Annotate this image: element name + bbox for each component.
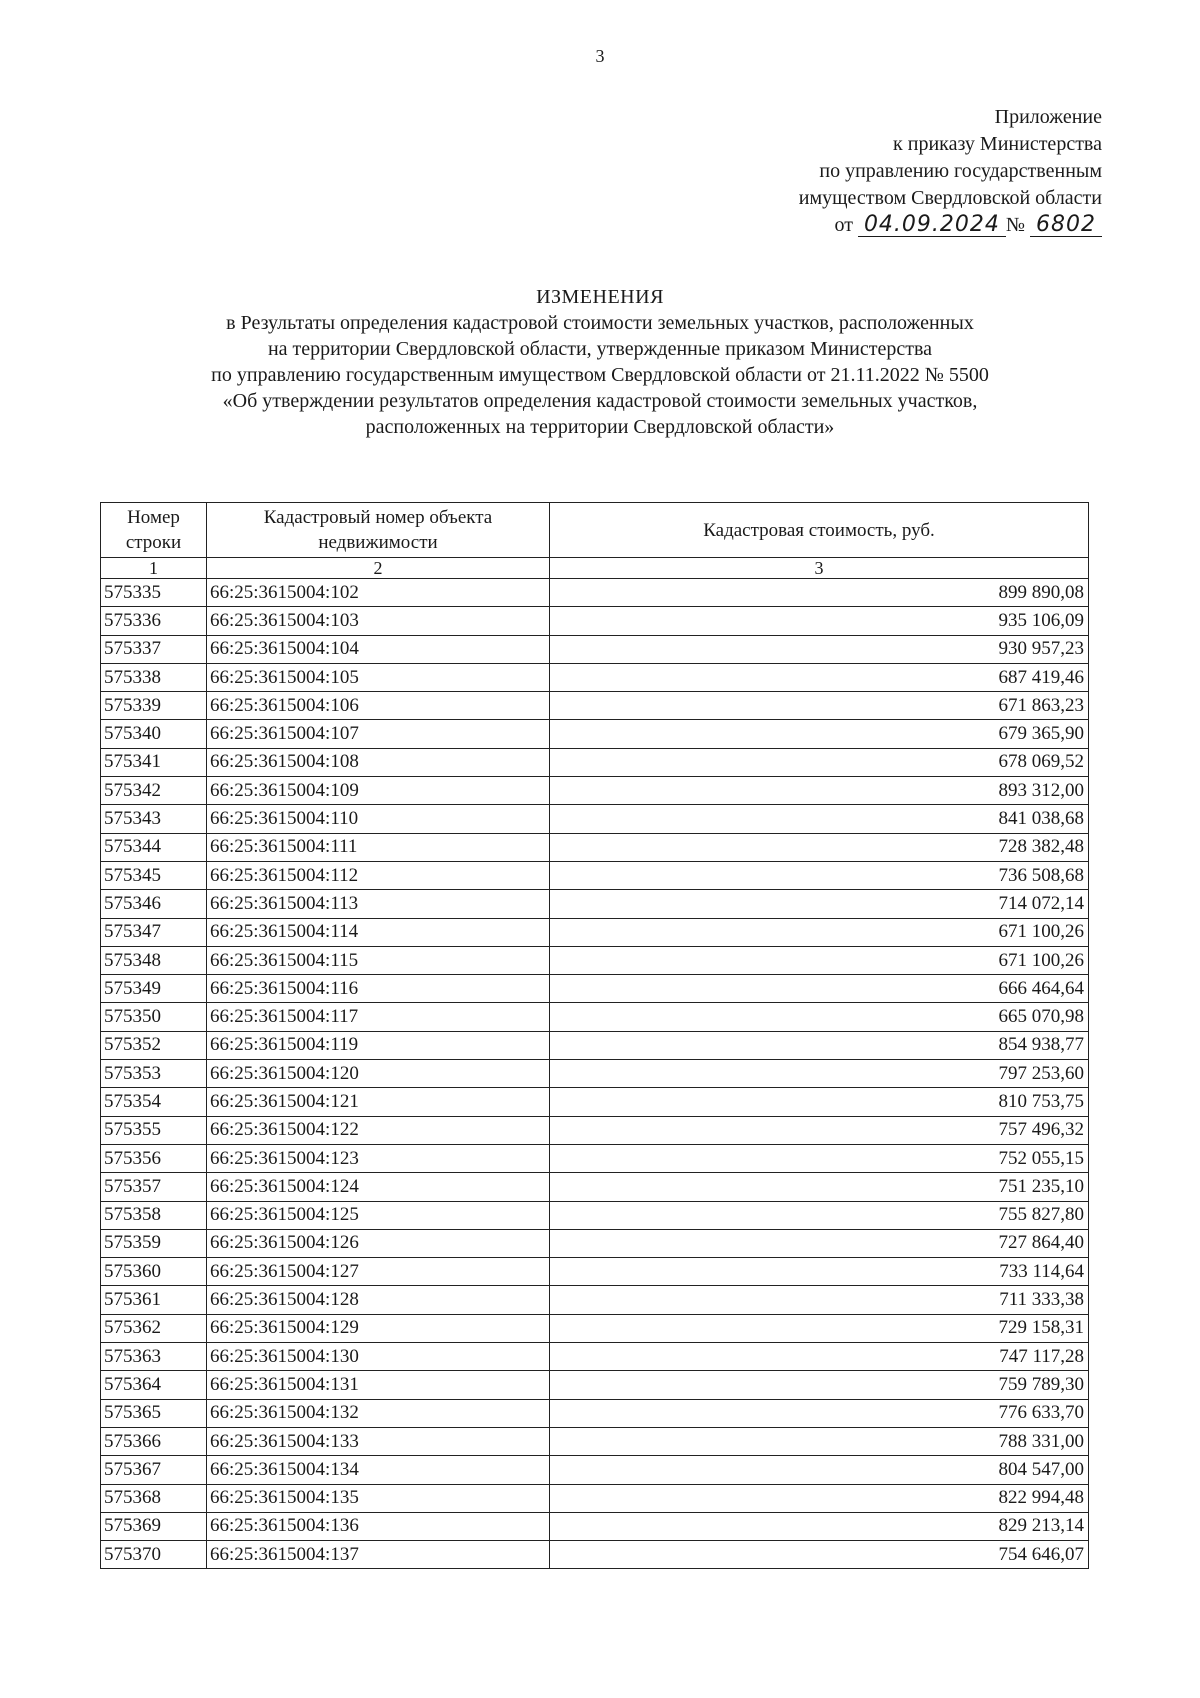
row-number-cell: 575353 xyxy=(101,1060,207,1088)
row-number-cell: 575343 xyxy=(101,805,207,833)
cadastral-value-cell: 754 646,07 xyxy=(550,1541,1089,1569)
row-number-cell: 575370 xyxy=(101,1541,207,1569)
table-row xyxy=(101,1229,1089,1257)
cadastral-value-cell: 728 382,48 xyxy=(550,833,1089,861)
table-row xyxy=(101,805,1089,833)
row-number-cell: 575366 xyxy=(101,1427,207,1455)
table-row xyxy=(101,1201,1089,1229)
heading-line-1: в Результаты определения кадастровой стоимости земельных участков, расположенных xyxy=(226,312,974,334)
table-row xyxy=(101,1144,1089,1172)
appendix-line-1: Приложение xyxy=(994,106,1102,128)
appendix-line-4: имуществом Свердловской области xyxy=(798,187,1102,209)
page-number: 3 xyxy=(595,46,605,66)
cadastral-value-cell: 759 789,30 xyxy=(550,1371,1089,1399)
table-row xyxy=(101,1456,1089,1484)
table-row xyxy=(101,1541,1089,1569)
row-number-cell: 575369 xyxy=(101,1512,207,1540)
cadastral-value-cell: 841 038,68 xyxy=(550,805,1089,833)
table-row xyxy=(101,1343,1089,1371)
row-number-cell: 575342 xyxy=(101,777,207,805)
table-header-row xyxy=(101,503,1089,558)
cadastral-value-cell: 935 106,09 xyxy=(550,607,1089,635)
cadastral-number-cell: 66:25:3615004:123 xyxy=(207,1144,550,1172)
row-number-cell: 575344 xyxy=(101,833,207,861)
table-row xyxy=(101,1060,1089,1088)
row-number-cell: 575345 xyxy=(101,861,207,889)
table-row xyxy=(101,1031,1089,1059)
row-number-cell: 575356 xyxy=(101,1144,207,1172)
row-number-cell: 575336 xyxy=(101,607,207,635)
cadastral-number-cell: 66:25:3615004:115 xyxy=(207,946,550,974)
table-row xyxy=(101,1484,1089,1512)
cadastral-number-cell: 66:25:3615004:122 xyxy=(207,1116,550,1144)
row-number-cell: 575339 xyxy=(101,692,207,720)
cadastral-value-cell: 899 890,08 xyxy=(550,579,1089,607)
table-row xyxy=(101,720,1089,748)
number-label: № xyxy=(1005,214,1025,236)
cadastral-value-cell: 893 312,00 xyxy=(550,777,1089,805)
table-row xyxy=(101,1512,1089,1540)
heading-line-3: по управлению государственным имуществом Свердловской области от 21.11.2022 № 5500 xyxy=(211,364,989,386)
table-row xyxy=(101,1088,1089,1116)
cadastral-value-cell: 752 055,15 xyxy=(550,1144,1089,1172)
cadastral-number-cell: 66:25:3615004:117 xyxy=(207,1003,550,1031)
row-number-cell: 575354 xyxy=(101,1088,207,1116)
cadastral-value-cell: 747 117,28 xyxy=(550,1343,1089,1371)
row-number-cell: 575346 xyxy=(101,890,207,918)
row-number-cell: 575352 xyxy=(101,1031,207,1059)
cadastral-number-cell: 66:25:3615004:104 xyxy=(207,635,550,663)
cadastral-number-cell: 66:25:3615004:137 xyxy=(207,1541,550,1569)
row-number-cell: 575362 xyxy=(101,1314,207,1342)
table-column-numbers-row xyxy=(101,558,1089,579)
cadastral-number-cell: 66:25:3615004:113 xyxy=(207,890,550,918)
cadastral-number-cell: 66:25:3615004:121 xyxy=(207,1088,550,1116)
row-number-cell: 575335 xyxy=(101,579,207,607)
cadastral-number-cell: 66:25:3615004:116 xyxy=(207,975,550,1003)
cadastral-number-cell: 66:25:3615004:102 xyxy=(207,579,550,607)
cadastral-value-cell: 678 069,52 xyxy=(550,748,1089,776)
cadastral-value-cell: 829 213,14 xyxy=(550,1512,1089,1540)
cadastral-value-cell: 804 547,00 xyxy=(550,1456,1089,1484)
cadastral-value-cell: 666 464,64 xyxy=(550,975,1089,1003)
row-number-cell: 575359 xyxy=(101,1229,207,1257)
table-body xyxy=(101,579,1089,1569)
row-number-cell: 575360 xyxy=(101,1258,207,1286)
cadastral-number-cell: 66:25:3615004:119 xyxy=(207,1031,550,1059)
column-number-3: 3 xyxy=(550,558,1089,579)
cadastral-number-cell: 66:25:3615004:134 xyxy=(207,1456,550,1484)
cadastral-number-cell: 66:25:3615004:124 xyxy=(207,1173,550,1201)
order-date-number-line xyxy=(602,212,1102,239)
row-number-cell: 575361 xyxy=(101,1286,207,1314)
cadastral-number-cell: 66:25:3615004:114 xyxy=(207,918,550,946)
column-number-1: 1 xyxy=(101,558,207,579)
appendix-block xyxy=(602,104,1102,239)
cadastral-number-cell: 66:25:3615004:130 xyxy=(207,1343,550,1371)
table-row xyxy=(101,833,1089,861)
cadastral-value-cell: 671 100,26 xyxy=(550,946,1089,974)
table-row xyxy=(101,579,1089,607)
cadastral-value-cell: 755 827,80 xyxy=(550,1201,1089,1229)
table-row xyxy=(101,748,1089,776)
table-row xyxy=(101,946,1089,974)
cadastral-number-cell: 66:25:3615004:133 xyxy=(207,1427,550,1455)
table-row xyxy=(101,975,1089,1003)
table-row xyxy=(101,777,1089,805)
header-row-number: Номер строки xyxy=(101,503,207,558)
cadastral-number-cell: 66:25:3615004:136 xyxy=(207,1512,550,1540)
cadastral-value-cell: 687 419,46 xyxy=(550,663,1089,691)
header-cadastral-value: Кадастровая стоимость, руб. xyxy=(550,503,1089,558)
cadastral-number-cell: 66:25:3615004:132 xyxy=(207,1399,550,1427)
cadastral-number-cell: 66:25:3615004:109 xyxy=(207,777,550,805)
row-number-cell: 575367 xyxy=(101,1456,207,1484)
document-heading xyxy=(0,284,1200,440)
table-row xyxy=(101,1258,1089,1286)
cadastral-number-cell: 66:25:3615004:125 xyxy=(207,1201,550,1229)
cadastral-value-cell: 751 235,10 xyxy=(550,1173,1089,1201)
cadastral-number-cell: 66:25:3615004:111 xyxy=(207,833,550,861)
cadastral-number-cell: 66:25:3615004:106 xyxy=(207,692,550,720)
appendix-line-2: к приказу Министерства xyxy=(893,133,1102,155)
cadastral-number-cell: 66:25:3615004:127 xyxy=(207,1258,550,1286)
header-cadastral-number: Кадастровый номер объекта недвижимости xyxy=(207,503,550,558)
row-number-cell: 575341 xyxy=(101,748,207,776)
cadastral-value-cell: 757 496,32 xyxy=(550,1116,1089,1144)
heading-line-5: расположенных на территории Свердловской области» xyxy=(365,416,835,438)
row-number-cell: 575363 xyxy=(101,1343,207,1371)
heading-line-2: на территории Свердловской области, утвержденные приказом Министерства xyxy=(267,338,933,360)
cadastral-value-cell: 776 633,70 xyxy=(550,1399,1089,1427)
row-number-cell: 575340 xyxy=(101,720,207,748)
cadastral-number-cell: 66:25:3615004:120 xyxy=(207,1060,550,1088)
cadastral-value-cell: 679 365,90 xyxy=(550,720,1089,748)
row-number-cell: 575368 xyxy=(101,1484,207,1512)
from-label: от xyxy=(834,214,853,236)
cadastral-value-cell: 797 253,60 xyxy=(550,1060,1089,1088)
cadastral-value-cell: 930 957,23 xyxy=(550,635,1089,663)
cadastral-value-table xyxy=(100,502,1089,1569)
table-row xyxy=(101,663,1089,691)
cadastral-value-cell: 788 331,00 xyxy=(550,1427,1089,1455)
handwritten-date: 04.09.2024 xyxy=(858,214,1006,237)
row-number-cell: 575347 xyxy=(101,918,207,946)
cadastral-value-cell: 729 158,31 xyxy=(550,1314,1089,1342)
cadastral-number-cell: 66:25:3615004:107 xyxy=(207,720,550,748)
row-number-cell: 575349 xyxy=(101,975,207,1003)
cadastral-number-cell: 66:25:3615004:129 xyxy=(207,1314,550,1342)
cadastral-value-cell: 854 938,77 xyxy=(550,1031,1089,1059)
row-number-cell: 575358 xyxy=(101,1201,207,1229)
table-row xyxy=(101,1427,1089,1455)
cadastral-value-cell: 671 100,26 xyxy=(550,918,1089,946)
document-title: ИЗМЕНЕНИЯ xyxy=(536,286,664,308)
table-row xyxy=(101,635,1089,663)
row-number-cell: 575337 xyxy=(101,635,207,663)
table-row xyxy=(101,861,1089,889)
row-number-cell: 575357 xyxy=(101,1173,207,1201)
handwritten-order-number: 6802 xyxy=(1030,214,1102,237)
row-number-cell: 575365 xyxy=(101,1399,207,1427)
table-row xyxy=(101,1371,1089,1399)
cadastral-number-cell: 66:25:3615004:105 xyxy=(207,663,550,691)
cadastral-value-cell: 733 114,64 xyxy=(550,1258,1089,1286)
table-row xyxy=(101,918,1089,946)
cadastral-value-cell: 714 072,14 xyxy=(550,890,1089,918)
cadastral-number-cell: 66:25:3615004:128 xyxy=(207,1286,550,1314)
heading-line-4: «Об утверждении результатов определения кадастровой стоимости земельных участков, xyxy=(222,390,978,412)
cadastral-value-cell: 665 070,98 xyxy=(550,1003,1089,1031)
cadastral-value-cell: 822 994,48 xyxy=(550,1484,1089,1512)
row-number-cell: 575348 xyxy=(101,946,207,974)
appendix-line-3: по управлению государственным xyxy=(819,160,1102,182)
cadastral-number-cell: 66:25:3615004:112 xyxy=(207,861,550,889)
cadastral-value-cell: 736 508,68 xyxy=(550,861,1089,889)
row-number-cell: 575364 xyxy=(101,1371,207,1399)
table-row xyxy=(101,692,1089,720)
row-number-cell: 575338 xyxy=(101,663,207,691)
row-number-cell: 575355 xyxy=(101,1116,207,1144)
row-number-cell: 575350 xyxy=(101,1003,207,1031)
table-row xyxy=(101,1314,1089,1342)
cadastral-value-cell: 727 864,40 xyxy=(550,1229,1089,1257)
cadastral-number-cell: 66:25:3615004:110 xyxy=(207,805,550,833)
table-row xyxy=(101,1116,1089,1144)
cadastral-value-cell: 671 863,23 xyxy=(550,692,1089,720)
cadastral-value-cell: 810 753,75 xyxy=(550,1088,1089,1116)
cadastral-number-cell: 66:25:3615004:131 xyxy=(207,1371,550,1399)
table-row xyxy=(101,1399,1089,1427)
table-row xyxy=(101,1173,1089,1201)
column-number-2: 2 xyxy=(207,558,550,579)
cadastral-value-cell: 711 333,38 xyxy=(550,1286,1089,1314)
cadastral-number-cell: 66:25:3615004:135 xyxy=(207,1484,550,1512)
table-row xyxy=(101,1286,1089,1314)
cadastral-number-cell: 66:25:3615004:126 xyxy=(207,1229,550,1257)
cadastral-number-cell: 66:25:3615004:103 xyxy=(207,607,550,635)
table-row xyxy=(101,890,1089,918)
cadastral-number-cell: 66:25:3615004:108 xyxy=(207,748,550,776)
table-row xyxy=(101,1003,1089,1031)
table-row xyxy=(101,607,1089,635)
